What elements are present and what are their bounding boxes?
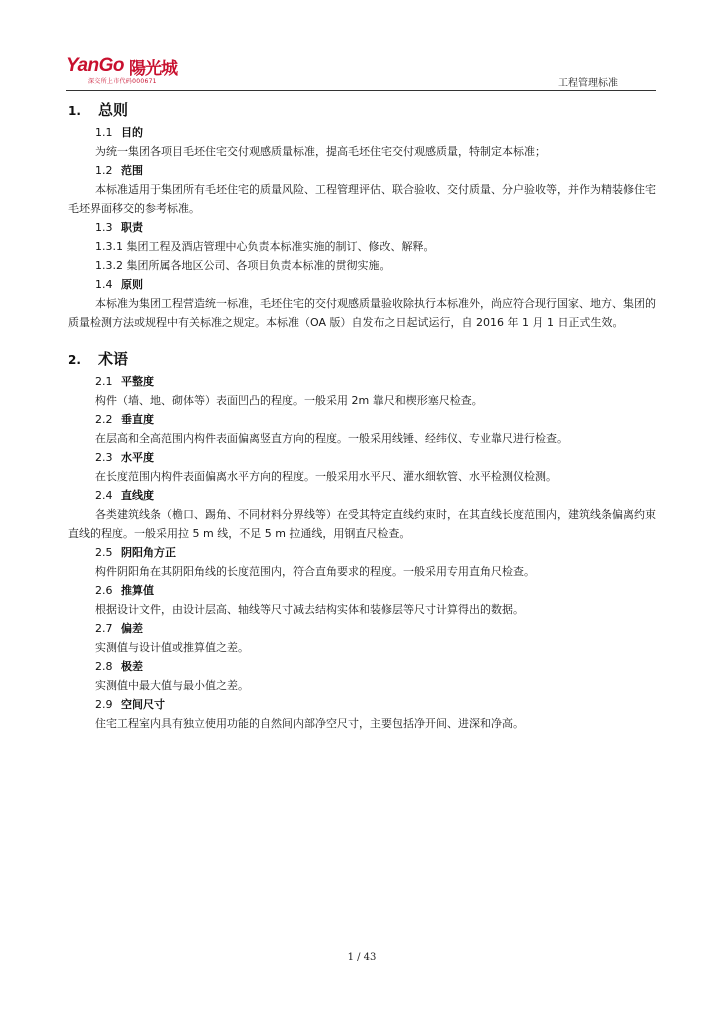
subsection-number: 1.2: [95, 164, 113, 177]
body-paragraph: 本标准为集团工程营造统一标准，毛坯住宅的交付观感质量验收除执行本标准外，尚应符合现行国家、地方、集团的质量检测方法或规程中有关标准之规定。本标准（OA 版）自发布之日起试运行，自 2016 年 1 月 1 日正式生效。: [68, 297, 656, 329]
subsection-number: 1.3: [95, 221, 113, 234]
subsection-heading: [68, 486, 658, 505]
subsection-title-text: 极差: [121, 660, 143, 673]
subsection-number: 2.7: [95, 622, 113, 635]
section-gap: [68, 332, 658, 347]
subsection-title-text: 职责: [121, 221, 143, 234]
subsection-heading: [68, 275, 658, 294]
subsection-title-text: 目的: [121, 126, 143, 139]
subsection-number: 2.9: [95, 698, 113, 711]
subsection-heading: [68, 123, 658, 142]
subsection-heading: [68, 448, 658, 467]
body-paragraph: 实测值与设计值或推算值之差。: [95, 641, 249, 654]
subsection-heading: [68, 657, 658, 676]
section-number: 1.: [68, 104, 81, 118]
subsection-heading: [68, 161, 658, 180]
body-paragraph: 各类建筑线条（檐口、踢角、不同材料分界线等）在受其特定直线约束时，在其直线长度范围内，建筑线条偏离约束直线的程度。一般采用拉 5 m 线，不足 5 m 拉通线，用钢直尺检查。: [68, 508, 656, 540]
logo-chinese-text: 陽光城: [129, 59, 177, 79]
subsection-number: 2.5: [95, 546, 113, 559]
body-paragraph: 构件阴阳角在其阴阳角线的长度范围内，符合直角要求的程度。一般采用专用直角尺检查。: [95, 565, 535, 578]
subsection-heading: [68, 581, 658, 600]
section-heading: [68, 98, 658, 123]
company-logo: [66, 52, 190, 86]
subsection-number: 2.1: [95, 375, 113, 388]
subsection-heading: [68, 695, 658, 714]
body-paragraph: 在层高和全高范围内构件表面偏离竖直方向的程度。一般采用线锤、经纬仪、专业靠尺进行检查。: [95, 432, 568, 445]
subsection-heading: [68, 619, 658, 638]
subsection-number: 2.4: [95, 489, 113, 502]
subsection-title-text: 平整度: [121, 375, 154, 388]
subsection-title-text: 垂直度: [121, 413, 154, 426]
body-paragraph: 1.3.1 集团工程及酒店管理中心负责本标准实施的制订、修改、解释。: [95, 240, 435, 253]
subsection-number: 1.4: [95, 278, 113, 291]
subsection-title-text: 偏差: [121, 622, 143, 635]
subsection-number: 2.2: [95, 413, 113, 426]
section-heading: [68, 347, 658, 372]
header-divider: [66, 90, 656, 91]
subsection-title-text: 范围: [121, 164, 143, 177]
document-title: 工程管理标准: [558, 78, 618, 89]
body-paragraph: 为统一集团各项目毛坯住宅交付观感质量标准，提高毛坯住宅交付观感质量，特制定本标准；: [95, 145, 546, 158]
subsection-title-text: 原则: [121, 278, 143, 291]
subsection-heading: [68, 218, 658, 237]
subsection-number: 2.3: [95, 451, 113, 464]
subsection-number: 1.1: [95, 126, 113, 139]
subsection-heading: [68, 372, 658, 391]
body-paragraph: 在长度范围内构件表面偏离水平方向的程度。一般采用水平尺、灌水细软管、水平检测仪检测。: [95, 470, 557, 483]
subsection-number: 2.8: [95, 660, 113, 673]
subsection-title-text: 水平度: [121, 451, 154, 464]
subsection-heading: [68, 410, 658, 429]
body-paragraph: 构件（墙、地、砌体等）表面凹凸的程度。一般采用 2m 靠尺和楔形塞尺检查。: [95, 394, 483, 407]
subsection-title-text: 推算值: [121, 584, 154, 597]
body-paragraph: 根据设计文件，由设计层高、轴线等尺寸减去结构实体和装修层等尺寸计算得出的数据。: [95, 603, 524, 616]
body-paragraph: 实测值中最大值与最小值之差。: [95, 679, 249, 692]
subsection-heading: [68, 543, 658, 562]
logo-latin-text: YanGo: [66, 55, 125, 76]
subsection-title-text: 阴阳角方正: [121, 546, 176, 559]
body-paragraph: 住宅工程室内具有独立使用功能的自然间内部净空尺寸，主要包括净开间、进深和净高。: [95, 717, 524, 730]
section-title-text: 总则: [98, 101, 129, 119]
page-number: 1 / 43: [347, 952, 377, 963]
section-number: 2.: [68, 353, 81, 367]
subsection-title-text: 空间尺寸: [121, 698, 165, 711]
logo-subtitle: 深交所上市代码000671: [88, 78, 157, 85]
subsection-number: 2.6: [95, 584, 113, 597]
page-header: [66, 52, 656, 92]
section-title-text: 术语: [98, 350, 129, 368]
body-paragraph: 1.3.2 集团所属各地区公司、各项目负责本标准的贯彻实施。: [95, 259, 391, 272]
document-body: [68, 98, 658, 733]
body-paragraph: 本标准适用于集团所有毛坯住宅的质量风险、工程管理评估、联合验收、交付质量、分户验收等，并作为精装修住宅毛坯界面移交的参考标准。: [68, 183, 656, 215]
subsection-title-text: 直线度: [121, 489, 154, 502]
